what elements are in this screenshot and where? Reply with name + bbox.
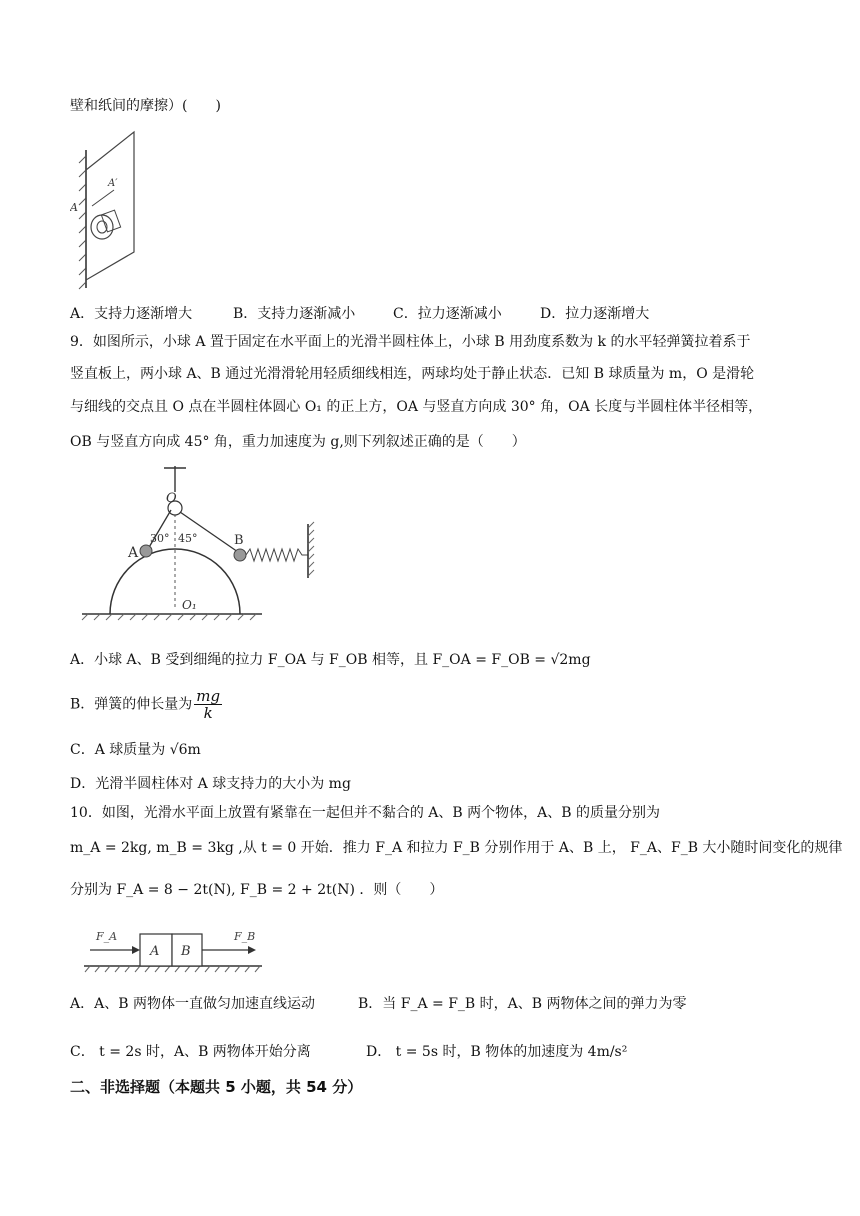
q8-stem-tail: 壁和纸间的摩擦）( ) — [70, 98, 221, 114]
q10-label-b: B — [181, 944, 191, 959]
q8-figure — [70, 130, 150, 290]
q9-option-a: A．小球 A、B 受到细绳的拉力 F_OA 与 F_OB 相等，且 F_OA = F_OB = √2mg — [70, 652, 591, 668]
q9-label-o: O — [166, 491, 177, 506]
q9-stem-line-2: 竖直板上，两小球 A、B 通过光滑滑轮用轻质细线相连，两球均处于静止状态．已知 B 球质量为 m，O 是滑轮 — [70, 366, 755, 382]
q10-option-c: C． t = 2s 时，A、B 两物体开始分离 — [70, 1044, 311, 1060]
q9-stem-line-4: OB 与竖直方向成 45° 角，重力加速度为 g,则下列叙述正确的是（ ） — [70, 434, 526, 450]
q9-label-a: A — [128, 545, 139, 561]
q9-angle-30: 30° — [150, 532, 170, 545]
q10-label-fa: F_A — [96, 930, 118, 943]
q9-figure — [80, 466, 330, 626]
q10-option-b: B．当 F_A = F_B 时，A、B 两物体之间的弹力为零 — [358, 996, 687, 1012]
q8-label-a-prime: A′ — [108, 178, 118, 189]
q9-option-d: D．光滑半圆柱体对 A 球支持力的大小为 mg — [70, 776, 351, 792]
q9-angle-45: 45° — [178, 532, 198, 545]
q9-stem-line-1: 9．如图所示，小球 A 置于固定在水平面上的光滑半圆柱体上，小球 B 用劲度系数为 k 的水平轻弹簧拉着系于 — [70, 334, 751, 350]
q10-stem-line-1: 10．如图，光滑水平面上放置有紧靠在一起但并不黏合的 A、B 两个物体，A、B 的质量分别为 — [70, 805, 660, 821]
q8-label-a: A — [70, 201, 78, 214]
q9-option-b-numerator: mg — [196, 687, 221, 705]
q10-stem-line-3: 分别为 F_A = 8 − 2t(N), F_B = 2 + 2t(N) ．则（ ） — [70, 882, 444, 898]
section-2-title: 二、非选择题（本题共 5 小题，共 54 分） — [70, 1078, 363, 1096]
q8-option-d: D．拉力逐渐增大 — [540, 306, 650, 322]
q9-option-b-fraction — [194, 688, 222, 721]
q10-stem-line-2: m_A = 2kg, m_B = 3kg ,从 t = 0 开始．推力 F_A 和拉力 F_B 分别作用于 A、B 上， F_A、F_B 大小随时间变化的规律 — [70, 840, 843, 856]
q9-option-b — [70, 688, 222, 721]
q8-option-a: A．支持力逐渐增大 — [70, 306, 193, 322]
q9-option-c: C．A 球质量为 √6m — [70, 742, 201, 758]
q10-label-a: A — [150, 944, 160, 959]
q9-label-b: B — [234, 533, 244, 548]
q10-figure — [84, 924, 264, 976]
q8-option-b: B．支持力逐渐减小 — [233, 306, 356, 322]
q9-stem-line-3: 与细线的交点且 O 点在半圆柱体圆心 O₁ 的正上方，OA 与竖直方向成 30° 角，OA 长度与半圆柱体半径相等， — [70, 399, 763, 415]
q9-option-b-denominator: k — [203, 704, 213, 722]
q10-option-d: D． t = 5s 时，B 物体的加速度为 4m/s² — [366, 1044, 628, 1060]
q8-option-c: C．拉力逐渐减小 — [393, 306, 502, 322]
q10-label-fb: F_B — [234, 930, 256, 943]
q9-label-o1: O₁ — [182, 598, 197, 612]
q9-option-b-prefix: B．弹簧的伸长量为 — [70, 696, 193, 713]
q10-option-a: A．A、B 两物体一直做匀加速直线运动 — [70, 996, 315, 1012]
